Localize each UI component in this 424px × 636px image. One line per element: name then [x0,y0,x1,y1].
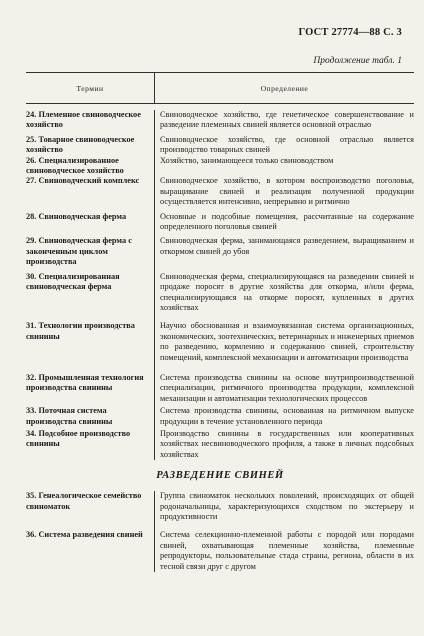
term-cell: 36. Система разведения свиней [26,530,143,540]
term-cell: 28. Свиноводческая ферма [26,211,127,221]
definition-cell: Основные и подсобные помещения, рассчитанные на содержание определенного поголовья свиней [160,211,414,232]
page-header: ГОСТ 27774—88 С. 3 [298,27,402,38]
table-row [26,176,414,207]
column-divider [154,110,155,460]
definition-cell: Система селекционно-племенной работы с породой или породами свиней, охватывающая племенные хозяйства, племенные репродукторы, пользовательные стада страны, региона, области в их тесной связи друг с другом [160,530,414,571]
section-title: РАЗВЕДЕНИЕ СВИНЕЙ [156,470,284,482]
term-cell: 27. Свиноводческий комплекс [26,176,140,186]
definition-cell: Производство свинины в государственных или кооперативных хозяйствах несвиноводческого профиля, а также в личных подсобных хозяйствах [160,428,414,459]
column-header-term: Термин [26,73,155,103]
table-row [26,236,414,267]
table-row [26,156,414,177]
definition-cell: Свиноводческая ферма, занимающаяся разведением, выращиванием и откормом свиней до убоя [160,236,414,256]
table-row [26,530,414,572]
column-divider [154,491,155,572]
term-cell: 31. Технологии производства свинины [26,321,135,341]
definition-cell: Свиноводческое хозяйство, в котором воспроизводство поголовья, выращивание свиней и реализация полученной продукции осуществляется интенсивно, непрерывно и ритмично [160,176,414,207]
term-cell: 26. Специализированное свиноводческое хозяйство [26,155,124,176]
definition-cell: Научно обоснованная и взаимоувязанная система организационных, экономических, зоотехнических, ветеринарных и инженерных приемов по разведению, кормлению и содержанию свиней, строительству помещений, комплексной механизации и автоматизации производства [160,321,414,362]
table-row [26,272,414,314]
table-row [26,135,414,156]
table-continuation-label: Продолжение табл. 1 [313,56,402,66]
table-row [26,406,414,427]
terms-table [26,72,414,572]
term-cell: 25. Товарное свиноводческое хозяйство [26,134,135,155]
definition-cell: Группа свиноматок нескольких поколений, происходящих от общей родоначальницы, характеризующихся сходством по экстерьеру и продуктивности [160,491,414,521]
table-header [26,73,414,104]
term-cell: 29. Свиноводческая ферма с законченным циклом производства [26,236,132,267]
definition-cell: Свиноводческая ферма, специализирующаяся на разведении свиней и продаже поросят в другие хозяйства для откорма, и/или ферма, специализирующаяся на откорме поросят, купленных в других хозяйствах [160,271,414,312]
definition-cell: Система производства свинины на основе внутрипроизводственной специализации, ритмичного производства продукции, комплексной механизации и автоматизации технологических процессов [160,372,414,403]
table-row [26,110,414,131]
term-cell: 24. Племенное свиноводческое хозяйство [26,110,141,130]
column-header-definition: Определение [260,83,309,93]
table-row [26,491,414,522]
term-cell: 30. Специализированная свиноводческая ферма [26,271,120,292]
definition-cell: Система производства свинины, основанная на ритмичном выпуске продукции в течение установленного периода [160,406,414,426]
table-body [26,110,414,460]
table-row [26,429,414,460]
table-body-section-2 [26,491,414,572]
term-cell: 33. Поточная система производства свинины [26,406,113,426]
term-cell: 32. Промышленная технология производства свинины [26,372,144,393]
definition-cell: Свиноводческое хозяйство, где основной отраслью является производство товарных свиней [160,134,414,155]
definition-cell: Хозяйство, занимающееся только свиноводством [160,155,334,165]
table-row [26,321,414,363]
definition-cell: Свиноводческое хозяйство, где генетическое совершенствование и разведение племенных свиней является основной отраслью [160,110,414,130]
term-cell: 35. Генеалогическое семейство свиноматок [26,491,142,511]
table-row [26,373,414,404]
table-row [26,212,414,233]
term-cell: 34. Подсобное производство свинины [26,428,131,449]
